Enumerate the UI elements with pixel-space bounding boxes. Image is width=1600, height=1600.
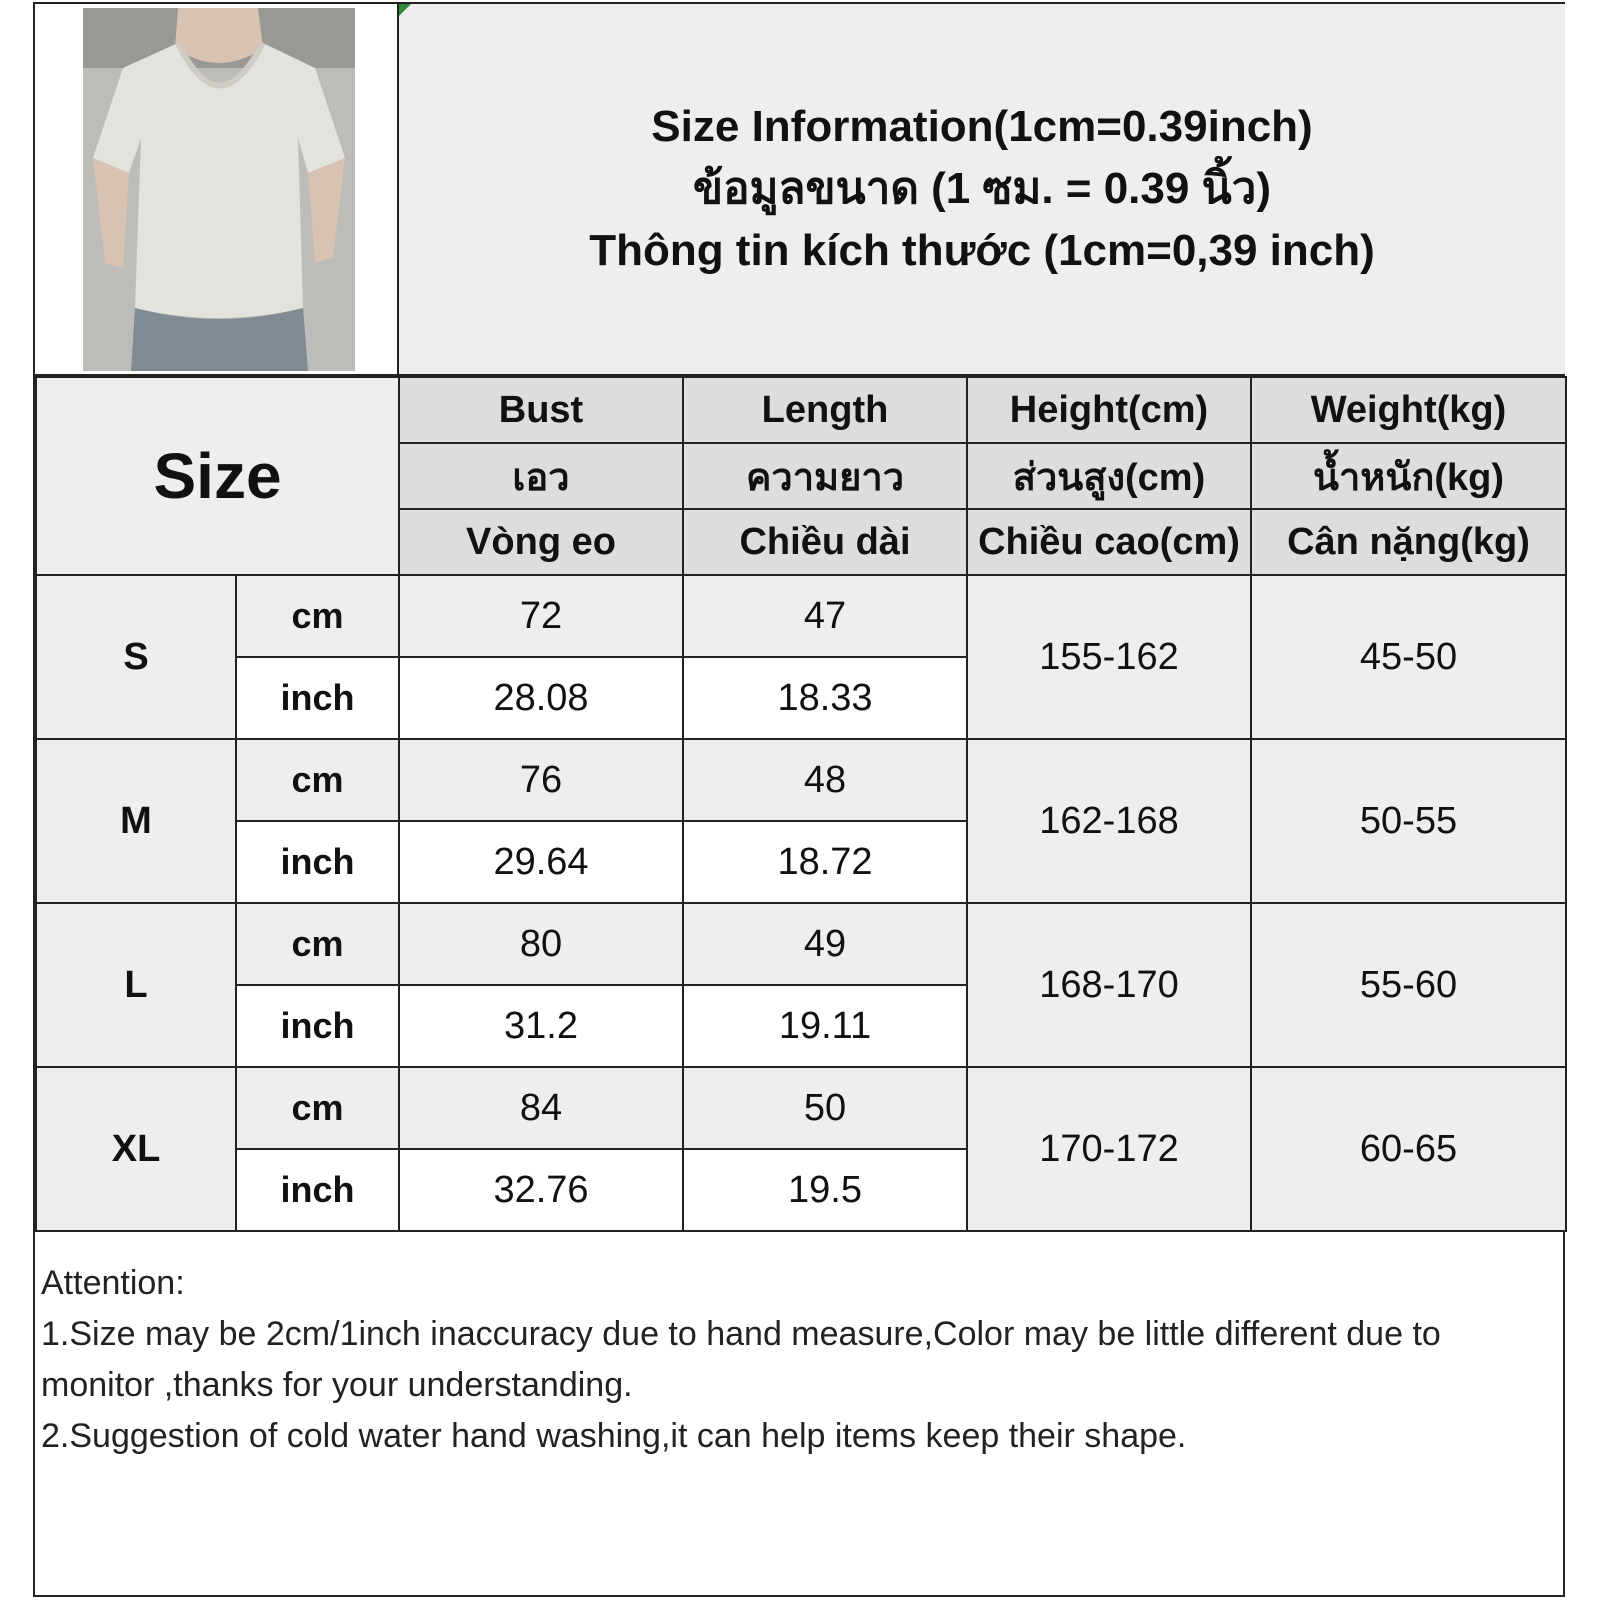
size-label: XL [36,1067,236,1231]
size-chart [33,2,1565,1597]
attention-heading: Attention: [41,1264,185,1302]
height-range: 155-162 [967,575,1251,739]
unit-inch-label: inch [236,821,399,903]
title-thai: ข้อมูลขนาด (1 ซม. = 0.39 นิ้ว) [692,164,1271,213]
header-row-english [36,377,1566,443]
length-cm-value: 47 [683,575,967,657]
product-photo [83,8,355,371]
title-english: Size Information(1cm=0.39inch) [651,102,1313,151]
tshirt-model-image [83,8,355,371]
unit-cm-label: cm [236,739,399,821]
weight-range: 45-50 [1251,575,1566,739]
col-bust-th: เอว [399,443,683,509]
col-bust-en: Bust [399,377,683,443]
size-header: Size [36,377,399,575]
bust-inch-value: 31.2 [399,985,683,1067]
col-bust-vi: Vòng eo [399,509,683,575]
corner-mark-icon [399,4,411,16]
bust-cm-value: 72 [399,575,683,657]
length-inch-value: 18.72 [683,821,967,903]
table-row [36,1067,1566,1149]
length-inch-value: 18.33 [683,657,967,739]
bust-inch-value: 29.64 [399,821,683,903]
size-label: M [36,739,236,903]
unit-inch-label: inch [236,985,399,1067]
size-label: S [36,575,236,739]
col-height-en: Height(cm) [967,377,1251,443]
col-length-th: ความยาว [683,443,967,509]
unit-cm-label: cm [236,903,399,985]
length-cm-value: 49 [683,903,967,985]
unit-inch-label: inch [236,1149,399,1231]
weight-range: 50-55 [1251,739,1566,903]
col-length-vi: Chiều dài [683,509,967,575]
bust-cm-value: 84 [399,1067,683,1149]
bust-cm-value: 80 [399,903,683,985]
col-weight-th: น้ำหนัก(kg) [1251,443,1566,509]
length-cm-value: 50 [683,1067,967,1149]
size-label: L [36,903,236,1067]
unit-cm-label: cm [236,575,399,657]
attention-notes [41,1258,1551,1462]
weight-range: 55-60 [1251,903,1566,1067]
col-height-th: ส่วนสูง(cm) [967,443,1251,509]
bust-cm-value: 76 [399,739,683,821]
col-length-en: Length [683,377,967,443]
height-range: 162-168 [967,739,1251,903]
height-range: 170-172 [967,1067,1251,1231]
table-row [36,903,1566,985]
col-weight-en: Weight(kg) [1251,377,1566,443]
height-range: 168-170 [967,903,1251,1067]
size-table [35,376,1567,1232]
product-photo-cell [35,4,399,376]
table-row [36,575,1566,657]
attention-note-1: 1.Size may be 2cm/1inch inaccuracy due to hand measure,Color may be little different due to monitor ,thanks for your understanding. [41,1315,1441,1404]
col-height-vi: Chiều cao(cm) [967,509,1251,575]
bust-inch-value: 32.76 [399,1149,683,1231]
length-inch-value: 19.5 [683,1149,967,1231]
table-row [36,739,1566,821]
unit-inch-label: inch [236,657,399,739]
length-cm-value: 48 [683,739,967,821]
col-weight-vi: Cân nặng(kg) [1251,509,1566,575]
size-info-title [399,4,1565,376]
title-vietnamese: Thông tin kích thước (1cm=0,39 inch) [589,226,1375,275]
attention-note-2: 2.Suggestion of cold water hand washing,it can help items keep their shape. [41,1417,1187,1455]
length-inch-value: 19.11 [683,985,967,1067]
bust-inch-value: 28.08 [399,657,683,739]
weight-range: 60-65 [1251,1067,1566,1231]
unit-cm-label: cm [236,1067,399,1149]
